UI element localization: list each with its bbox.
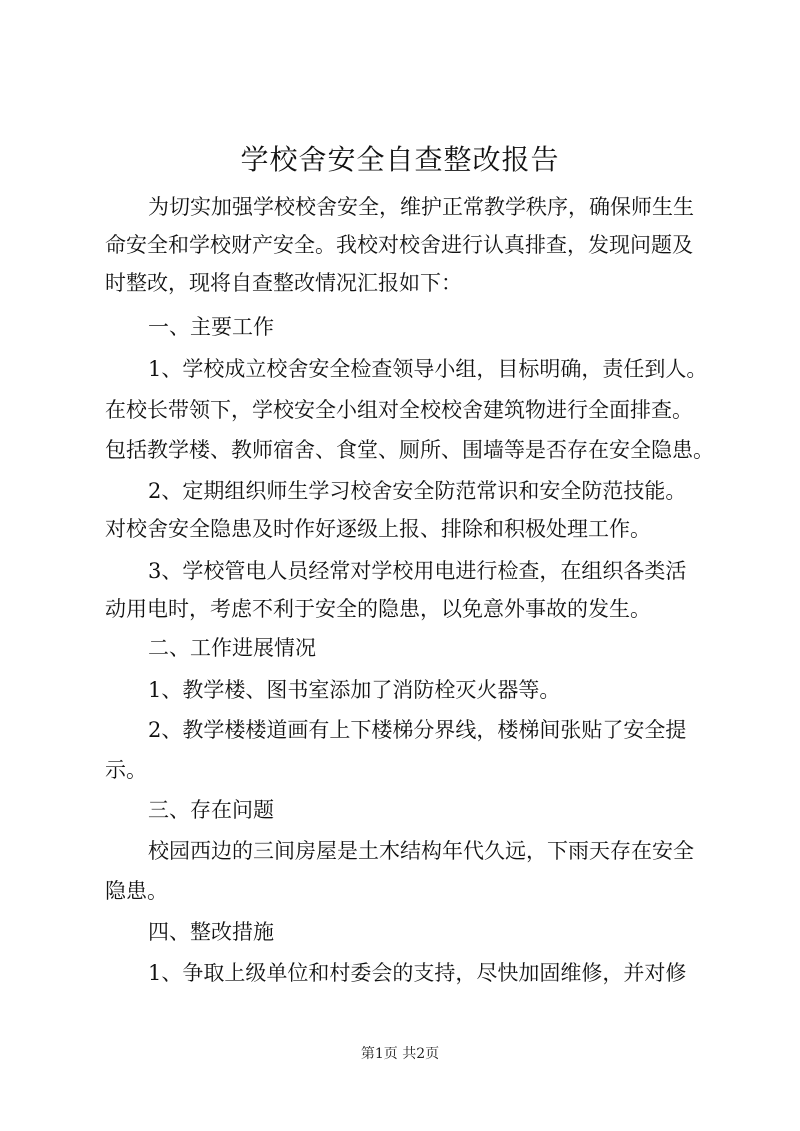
paragraph-line: 动用电时，考虑不利于安全的隐患，以免意外事故的发生。 (105, 597, 651, 621)
paragraph-line: 命安全和学校财产安全。我校对校舍进行认真排查，发现问题及 (105, 233, 693, 257)
paragraph-line: 1、争取上级单位和村委会的支持，尽快加固维修，并对修 (148, 961, 687, 985)
paragraph-line: 隐患。 (105, 879, 168, 903)
paragraph-line: 为切实加强学校校舍安全，维护正常教学秩序，确保师生生 (148, 195, 694, 219)
document-title: 学校舍安全自查整改报告 (240, 143, 560, 176)
paragraph-line: 1、教学楼、图书室添加了消防栓灭火器等。 (148, 678, 561, 702)
paragraph-line: 2、定期组织师生学习校舍安全防范常识和安全防范技能。 (148, 479, 687, 503)
paragraph-line: 时整改，现将自查整改情况汇报如下： (105, 271, 462, 295)
paragraph-line: 包括教学楼、教师宿舍、食堂、厕所、围墙等是否存在安全隐患。 (105, 438, 714, 462)
paragraph-line: 1、学校成立校舍安全检查领导小组，目标明确，责任到人。 (148, 357, 708, 381)
paragraph-line: 示。 (105, 758, 147, 782)
paragraph-line: 对校舍安全隐患及时作好逐级上报、排除和积极处理工作。 (105, 517, 651, 541)
section-heading: 一、主要工作 (148, 315, 274, 339)
paragraph-line: 3、学校管电人员经常对学校用电进行检查，在组织各类活 (148, 559, 687, 583)
paragraph-line: 在校长带领下，学校安全小组对全校校舍建筑物进行全面排查。 (105, 398, 693, 422)
section-heading: 三、存在问题 (148, 798, 274, 822)
section-heading: 二、工作进展情况 (148, 636, 316, 660)
page-number-footer: 第1页 共2页 (360, 1046, 440, 1062)
paragraph-line: 2、教学楼楼道画有上下楼梯分界线，楼梯间张贴了安全提 (148, 718, 687, 742)
paragraph-line: 校园西边的三间房屋是土木结构年代久远，下雨天存在安全 (148, 839, 694, 863)
section-heading: 四、整改措施 (148, 920, 274, 944)
